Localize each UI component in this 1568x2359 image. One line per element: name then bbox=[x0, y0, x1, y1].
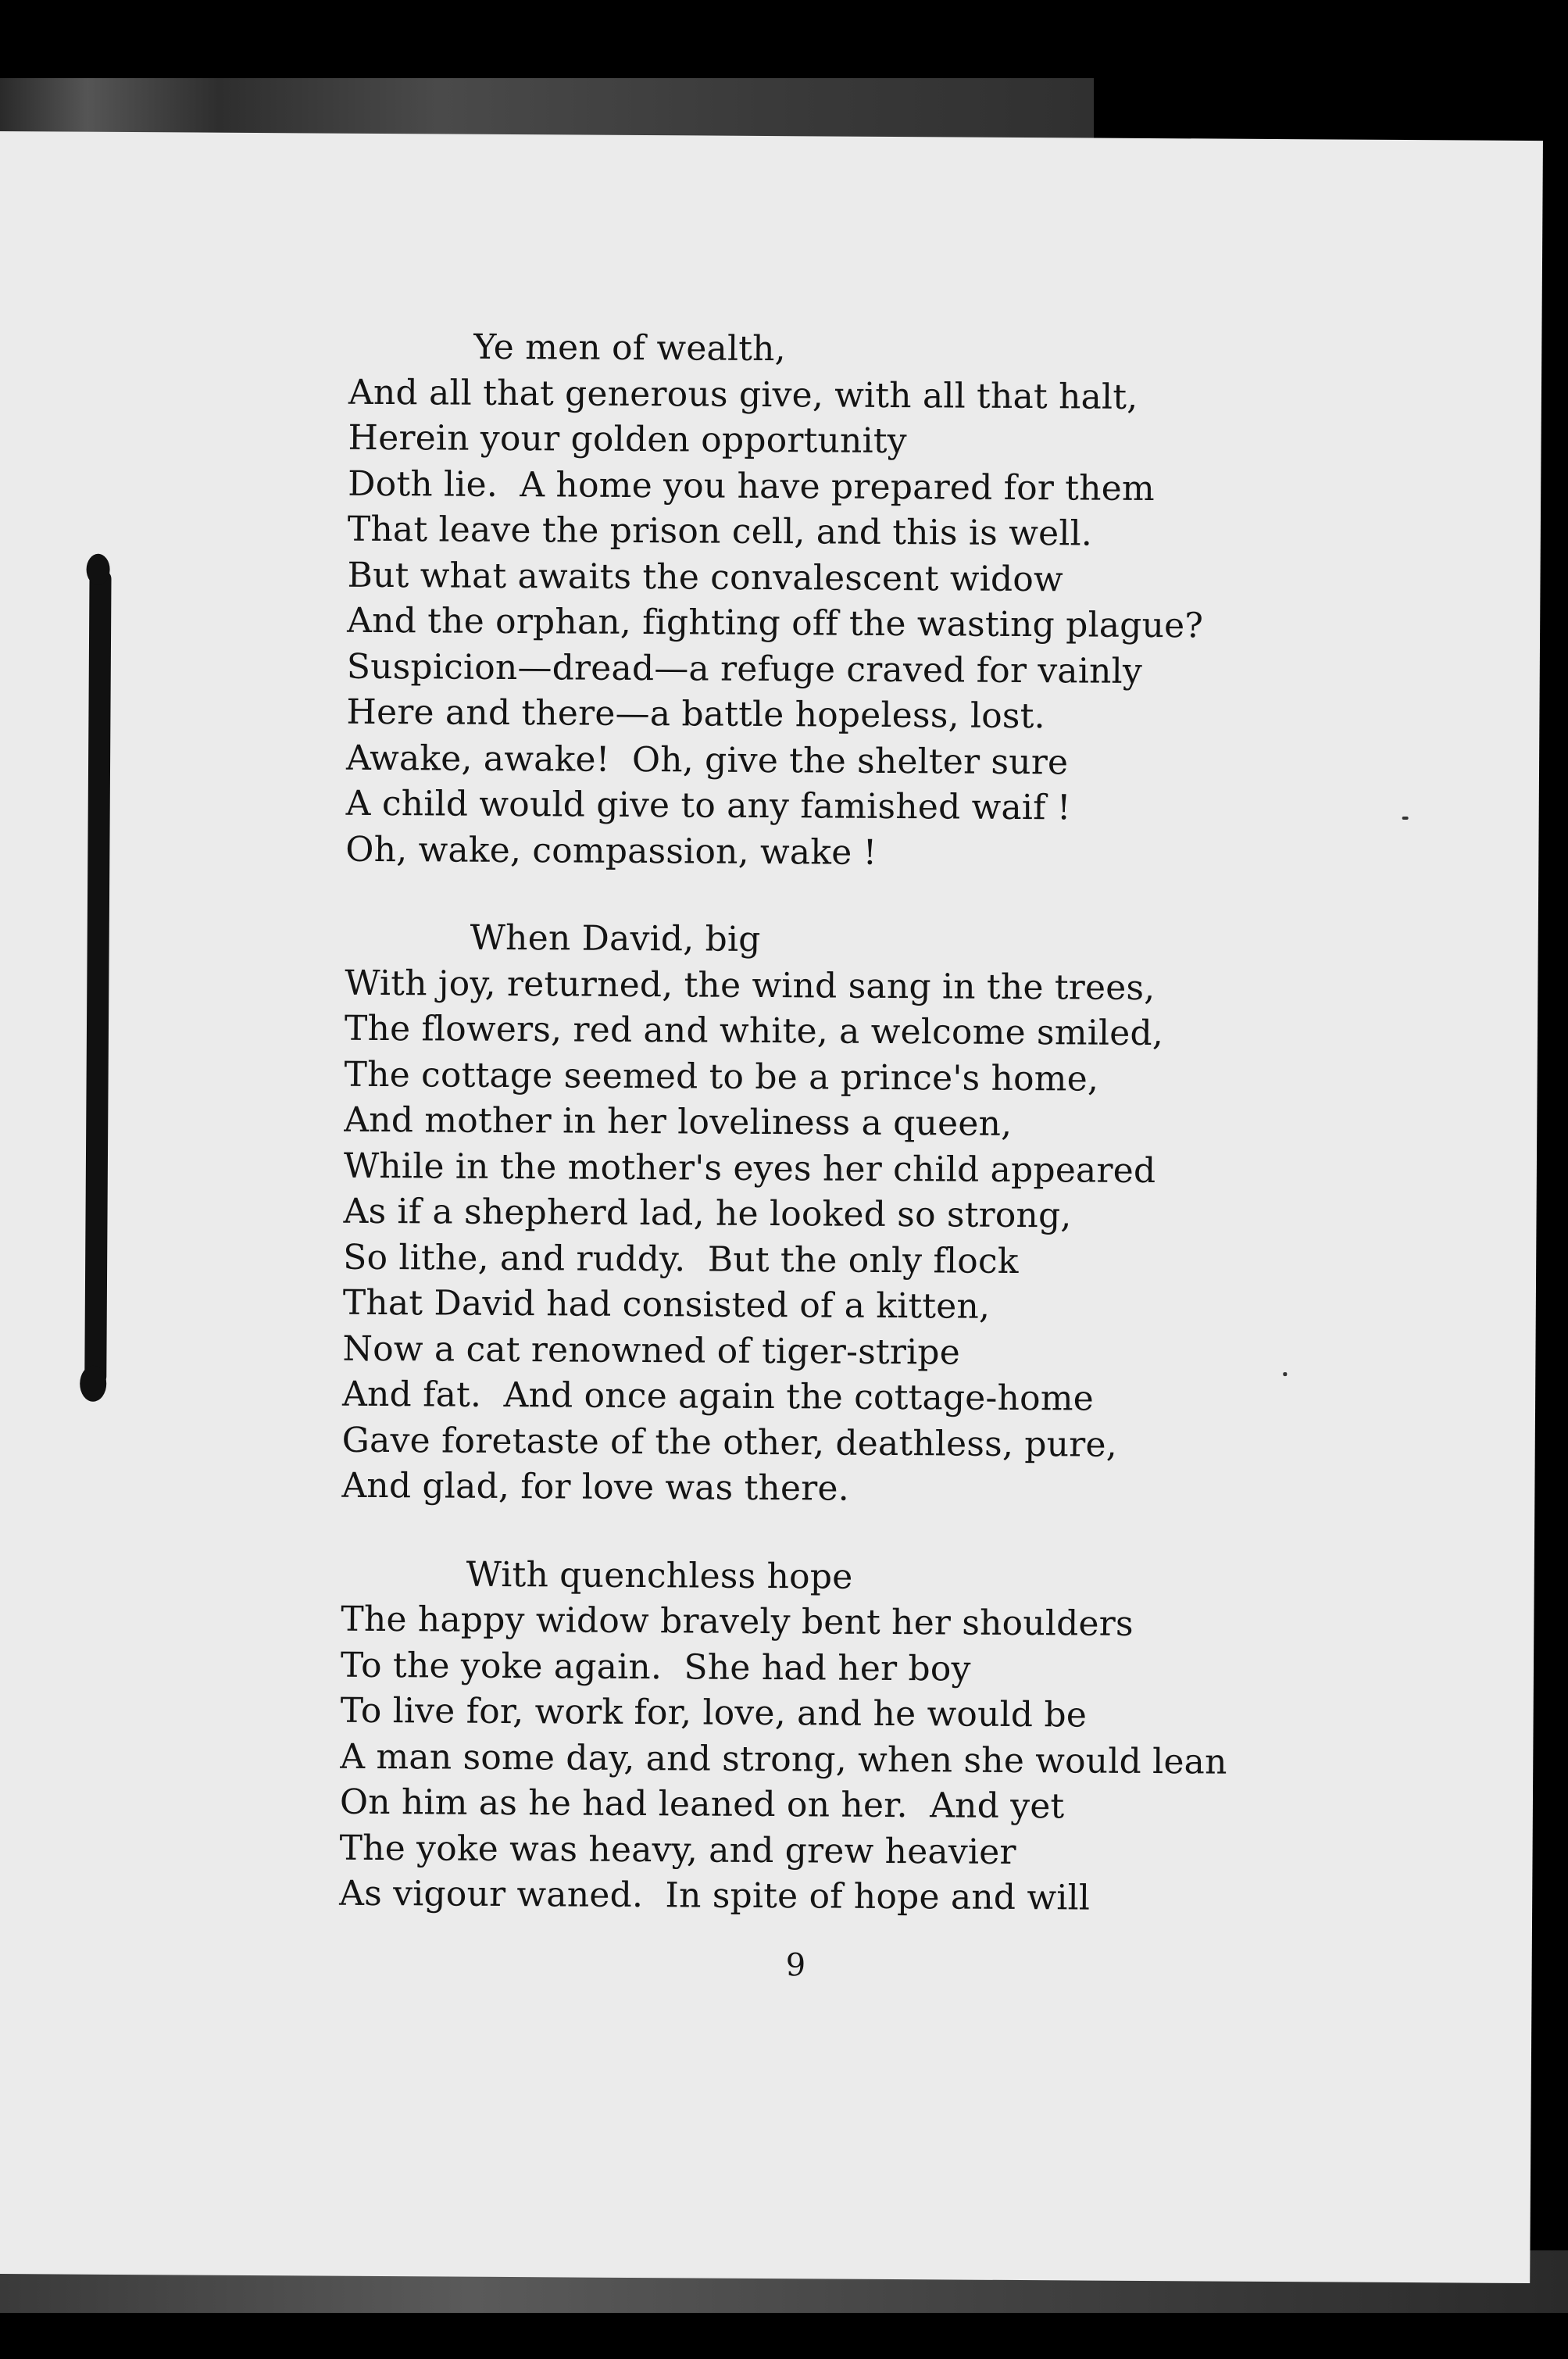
poem-line: While in the mother's eyes her child appeared bbox=[343, 1146, 1156, 1191]
poem-line: Doth lie. A home you have prepared for them bbox=[348, 463, 1155, 509]
poem-line: And fat. And once again the cottage-home bbox=[341, 1374, 1095, 1419]
dust-speck bbox=[1402, 817, 1409, 820]
poem-line: Awake, awake! Oh, give the shelter sure bbox=[345, 738, 1069, 782]
poem-line: So lithe, and ruddy. But the only flock bbox=[343, 1237, 1019, 1281]
poem-line: A child would give to any famished waif ! bbox=[345, 783, 1071, 828]
poem-line: To live for, work for, love, and he would be bbox=[340, 1690, 1088, 1735]
stanza bbox=[339, 1551, 1357, 1923]
poem-line: The cottage seemed to be a prince's home, bbox=[344, 1054, 1099, 1099]
stanza-break bbox=[345, 873, 1361, 921]
poem-line: But what awaits the convalescent widow bbox=[347, 555, 1064, 599]
poem-line: That David had consisted of a kitten, bbox=[342, 1282, 991, 1327]
poem-line: The flowers, red and white, a welcome smiled, bbox=[344, 1008, 1164, 1054]
poem-line: Here and there—a battle hopeless, lost. bbox=[346, 692, 1045, 737]
poem-line: With joy, returned, the wind sang in the trees, bbox=[345, 963, 1155, 1008]
poem-line: A man some day, and strong, when she would lean bbox=[340, 1736, 1227, 1782]
poem-line: The happy widow bravely bent her shoulders bbox=[341, 1599, 1134, 1644]
stanza bbox=[345, 324, 1364, 879]
stanza-opening-line: With quenchless hope bbox=[466, 1554, 853, 1597]
binding-mark bbox=[84, 570, 111, 1386]
poem-line: Oh, wake, compassion, wake ! bbox=[345, 829, 877, 873]
poem-line: As if a shepherd lad, he looked so strong, bbox=[343, 1191, 1072, 1236]
poem-line: As vigour waned. In spite of hope and will bbox=[339, 1873, 1091, 1918]
poem-line: And all that generous give, with all that halt, bbox=[348, 372, 1138, 417]
poem-line: To the yoke again. She had her boy bbox=[340, 1645, 971, 1689]
poem-line: Herein your golden opportunity bbox=[348, 417, 907, 462]
poem-line: On him as he had leaned on her. And yet bbox=[339, 1782, 1065, 1827]
poem-line: The yoke was heavy, and grew heavier bbox=[339, 1828, 1016, 1872]
stanza-break bbox=[341, 1509, 1357, 1557]
poem-line: Now a cat renowned of tiger-stripe bbox=[342, 1328, 961, 1373]
poem-line: And mother in her loveliness a queen, bbox=[344, 1099, 1013, 1144]
poem-line: Gave foretaste of the other, deathless, pure, bbox=[341, 1420, 1118, 1465]
poem-line: And the orphan, fighting off the wasting plague? bbox=[347, 600, 1204, 646]
poem-line: Suspicion—dread—a refuge craved for vainly bbox=[346, 646, 1143, 692]
page-number: 9 bbox=[785, 1947, 806, 1984]
stanza-opening-line: When David, big bbox=[470, 917, 761, 960]
poem-line: And glad, for love was there. bbox=[341, 1465, 850, 1509]
book-page bbox=[0, 131, 1543, 2283]
poem-line: That leave the prison cell, and this is well. bbox=[347, 509, 1093, 554]
poem-text bbox=[339, 324, 1364, 1923]
stanza-opening-line: Ye men of wealth, bbox=[473, 327, 786, 370]
stanza bbox=[341, 915, 1361, 1515]
